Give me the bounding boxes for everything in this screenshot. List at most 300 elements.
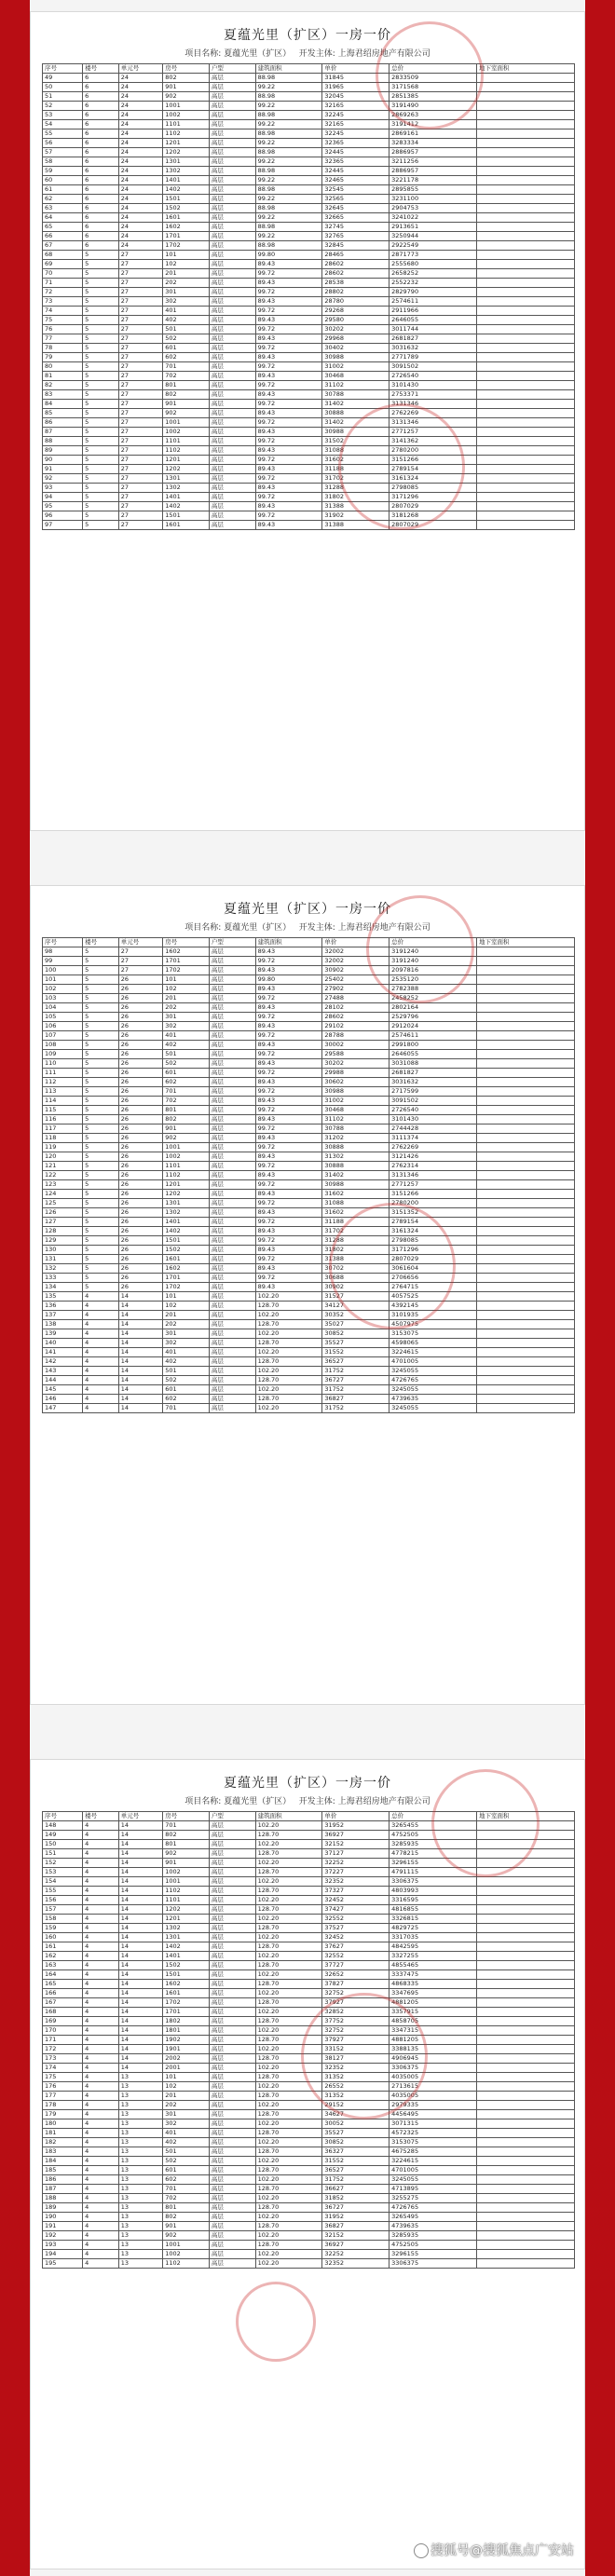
table-cell: 102.20 <box>255 2157 322 2166</box>
table-cell: 高层 <box>209 1998 255 2008</box>
table-cell: 32252 <box>322 1859 390 1868</box>
table-cell <box>477 1905 575 1915</box>
table-row <box>43 334 575 344</box>
table-cell: 502 <box>163 1376 210 1385</box>
table-cell: 37752 <box>322 2017 390 2026</box>
table-cell: 2911966 <box>390 307 477 316</box>
table-cell: 5 <box>83 1199 119 1208</box>
table-cell: 36627 <box>322 2185 390 2194</box>
table-cell: 30788 <box>322 390 390 400</box>
table-cell: 高层 <box>209 400 255 409</box>
table-cell: 3316595 <box>390 1896 477 1905</box>
table-cell: 5 <box>83 1022 119 1031</box>
table-cell: 1302 <box>163 167 210 176</box>
table-cell: 5 <box>83 446 119 456</box>
table-cell: 89.43 <box>255 1190 322 1199</box>
table-row <box>43 1385 575 1395</box>
table-cell: 27 <box>118 947 162 957</box>
table-cell: 92 <box>43 474 83 484</box>
table-cell: 14 <box>118 1849 162 1859</box>
table-cell: 99.72 <box>255 957 322 966</box>
table-cell <box>477 474 575 484</box>
table-cell: 5 <box>83 390 119 400</box>
table-cell: 高层 <box>209 1868 255 1877</box>
table-cell: 3141362 <box>390 437 477 446</box>
table-cell: 27 <box>118 307 162 316</box>
table-cell: 99.72 <box>255 288 322 297</box>
table-cell: 3101935 <box>390 1311 477 1320</box>
table-cell: 2574611 <box>390 1031 477 1041</box>
table-cell: 1101 <box>163 1162 210 1171</box>
table-row <box>43 83 575 92</box>
table-cell: 14 <box>118 1998 162 2008</box>
table-cell: 601 <box>163 1069 210 1078</box>
table-cell: 24 <box>118 139 162 148</box>
table-cell: 4 <box>83 1348 119 1357</box>
table-cell: 27 <box>118 456 162 465</box>
table-cell: 34127 <box>322 1302 390 1311</box>
table-cell: 高层 <box>209 957 255 966</box>
table-cell: 128.70 <box>255 1376 322 1385</box>
table-cell: 99.22 <box>255 213 322 223</box>
table-cell: 802 <box>163 1831 210 1840</box>
table-cell: 高层 <box>209 2036 255 2045</box>
table-cell: 4 <box>83 1302 119 1311</box>
column-header: 总价 <box>390 1812 477 1821</box>
table-cell: 102.20 <box>255 2194 322 2203</box>
table-cell: 4 <box>83 1887 119 1896</box>
column-header: 单价 <box>322 938 390 947</box>
table-cell: 85 <box>43 409 83 418</box>
table-cell: 24 <box>118 148 162 157</box>
table-cell: 3317035 <box>390 1933 477 1942</box>
table-cell: 128.70 <box>255 2241 322 2250</box>
table-cell: 1401 <box>163 1218 210 1227</box>
table-cell: 高层 <box>209 297 255 307</box>
table-cell: 5 <box>83 985 119 994</box>
page-subtitle: 项目名称: 夏蕴光里（扩区） 开发主体: 上海君绍房地产有限公司 <box>184 1797 430 1806</box>
table-cell: 高层 <box>209 2119 255 2129</box>
table-cell: 77 <box>43 334 83 344</box>
table-cell: 高层 <box>209 2185 255 2194</box>
table-row <box>43 1218 575 1227</box>
table-cell: 32002 <box>322 957 390 966</box>
table-cell: 182 <box>43 2138 83 2147</box>
table-cell: 181 <box>43 2129 83 2138</box>
table-cell: 4 <box>83 1292 119 1302</box>
table-cell: 4 <box>83 2194 119 2203</box>
table-cell: 36727 <box>322 2203 390 2213</box>
table-cell: 30688 <box>322 1274 390 1283</box>
table-cell: 高层 <box>209 2213 255 2222</box>
table-cell: 4739635 <box>390 1395 477 1404</box>
table-cell <box>477 493 575 502</box>
table-cell: 4726765 <box>390 1376 477 1385</box>
official-seal-stamp <box>236 2282 316 2362</box>
table-row <box>43 223 575 232</box>
table-cell: 1301 <box>163 1199 210 1208</box>
table-cell: 5 <box>83 353 119 362</box>
table-cell: 高层 <box>209 2064 255 2073</box>
table-cell: 76 <box>43 325 83 334</box>
table-cell <box>477 1218 575 1227</box>
table-cell: 高层 <box>209 1970 255 1980</box>
table-cell: 67 <box>43 241 83 251</box>
table-cell: 4 <box>83 2064 119 2073</box>
table-cell: 89.43 <box>255 446 322 456</box>
table-cell: 1202 <box>163 465 210 474</box>
table-cell: 2871773 <box>390 251 477 260</box>
table-cell: 113 <box>43 1087 83 1097</box>
table-cell <box>477 2203 575 2213</box>
table-cell <box>477 316 575 325</box>
table-cell: 5 <box>83 966 119 975</box>
column-header: 地下室面积 <box>477 1812 575 1821</box>
table-row <box>43 2250 575 2259</box>
table-cell: 2762314 <box>390 1162 477 1171</box>
table-cell: 1601 <box>163 1989 210 1998</box>
table-cell: 31552 <box>322 2157 390 2166</box>
table-cell: 55 <box>43 129 83 139</box>
table-row <box>43 1367 575 1376</box>
table-cell: 28602 <box>322 260 390 269</box>
table-cell: 2798085 <box>390 484 477 493</box>
table-cell: 高层 <box>209 129 255 139</box>
sohu-watermark: 搜狐号@搜狐焦点广安站 <box>414 2541 574 2559</box>
table-row <box>43 1227 575 1236</box>
table-cell: 302 <box>163 2119 210 2129</box>
table-cell <box>477 502 575 511</box>
table-cell: 189 <box>43 2203 83 2213</box>
table-cell: 34627 <box>322 2110 390 2119</box>
table-cell: 26 <box>118 1255 162 1264</box>
table-cell: 1002 <box>163 2250 210 2259</box>
table-cell: 124 <box>43 1190 83 1199</box>
table-cell: 118 <box>43 1134 83 1143</box>
table-cell: 1101 <box>163 437 210 446</box>
table-cell: 3224615 <box>390 1348 477 1357</box>
column-header: 单价 <box>322 64 390 74</box>
table-cell: 302 <box>163 1022 210 1031</box>
official-seal-stamp <box>301 1993 428 2119</box>
table-cell <box>477 1050 575 1059</box>
table-cell: 4 <box>83 1311 119 1320</box>
table-cell <box>477 1264 575 1274</box>
table-cell: 14 <box>118 1357 162 1367</box>
table-cell: 高层 <box>209 1348 255 1357</box>
table-cell: 102.20 <box>255 2259 322 2269</box>
table-cell: 3241022 <box>390 213 477 223</box>
column-header: 总价 <box>390 64 477 74</box>
table-cell: 29268 <box>322 307 390 316</box>
table-cell: 71 <box>43 279 83 288</box>
price-list-page-2 <box>30 885 585 1705</box>
table-cell: 高层 <box>209 2241 255 2250</box>
table-cell: 60 <box>43 176 83 185</box>
table-cell <box>477 400 575 409</box>
table-cell: 1102 <box>163 129 210 139</box>
table-cell: 2904753 <box>390 204 477 213</box>
table-row <box>43 1162 575 1171</box>
table-cell: 27488 <box>322 994 390 1003</box>
table-cell: 3337475 <box>390 1970 477 1980</box>
table-cell: 401 <box>163 1031 210 1041</box>
table-cell: 高层 <box>209 92 255 102</box>
table-cell: 4 <box>83 2073 119 2082</box>
table-cell: 171 <box>43 2036 83 2045</box>
table-cell: 5 <box>83 288 119 297</box>
table-cell: 1202 <box>163 1905 210 1915</box>
table-cell: 31802 <box>322 493 390 502</box>
table-cell: 80 <box>43 362 83 372</box>
table-cell: 99.22 <box>255 176 322 185</box>
table-row <box>43 2138 575 2147</box>
table-cell: 5 <box>83 1087 119 1097</box>
table-cell: 高层 <box>209 1924 255 1933</box>
table-cell: 高层 <box>209 1329 255 1339</box>
table-cell: 26 <box>118 1106 162 1115</box>
table-cell: 99.72 <box>255 269 322 279</box>
table-cell <box>477 1255 575 1264</box>
table-cell: 102.20 <box>255 2082 322 2092</box>
table-cell <box>477 2147 575 2157</box>
table-cell: 高层 <box>209 2017 255 2026</box>
table-cell: 99.72 <box>255 325 322 334</box>
table-cell: 99.72 <box>255 1124 322 1134</box>
table-cell: 13 <box>118 2185 162 2194</box>
table-cell: 128.70 <box>255 1339 322 1348</box>
table-cell: 4 <box>83 1339 119 1348</box>
table-cell: 高层 <box>209 2203 255 2213</box>
table-row <box>43 2157 575 2166</box>
table-cell: 高层 <box>209 334 255 344</box>
table-cell: 1502 <box>163 204 210 213</box>
table-row <box>43 241 575 251</box>
table-cell: 5 <box>83 1227 119 1236</box>
table-cell: 1502 <box>163 1961 210 1970</box>
table-cell: 高层 <box>209 1124 255 1134</box>
table-cell: 88.98 <box>255 241 322 251</box>
table-cell: 30788 <box>322 1124 390 1134</box>
table-cell: 5 <box>83 269 119 279</box>
table-cell: 13 <box>118 2231 162 2241</box>
table-cell: 14 <box>118 1980 162 1989</box>
table-cell: 14 <box>118 1831 162 1840</box>
table-row <box>43 1236 575 1246</box>
table-cell: 27 <box>118 493 162 502</box>
table-cell: 125 <box>43 1199 83 1208</box>
table-cell: 高层 <box>209 1274 255 1283</box>
table-cell <box>477 1180 575 1190</box>
table-cell <box>477 2259 575 2269</box>
table-cell: 802 <box>163 1115 210 1124</box>
table-cell: 6 <box>83 111 119 120</box>
table-row <box>43 1078 575 1087</box>
table-cell: 5 <box>83 1274 119 1283</box>
table-cell: 高层 <box>209 1961 255 1970</box>
table-cell: 104 <box>43 1003 83 1013</box>
table-cell: 高层 <box>209 2054 255 2064</box>
table-cell: 3347695 <box>390 1989 477 1998</box>
table-cell: 128.70 <box>255 1320 322 1329</box>
table-cell: 102.20 <box>255 1989 322 1998</box>
table-cell: 4 <box>83 2017 119 2026</box>
table-cell: 24 <box>118 102 162 111</box>
table-cell: 73 <box>43 297 83 307</box>
table-cell <box>477 994 575 1003</box>
table-cell: 4 <box>83 1320 119 1329</box>
table-cell: 32452 <box>322 1896 390 1905</box>
table-cell: 502 <box>163 2157 210 2166</box>
table-cell: 99.72 <box>255 1050 322 1059</box>
table-cell: 30352 <box>322 1311 390 1320</box>
table-cell: 5 <box>83 325 119 334</box>
table-cell: 5 <box>83 1115 119 1124</box>
table-cell: 4 <box>83 1821 119 1831</box>
table-cell: 128.70 <box>255 2147 322 2157</box>
table-cell: 170 <box>43 2026 83 2036</box>
table-cell: 201 <box>163 1311 210 1320</box>
table-cell <box>477 362 575 372</box>
table-cell: 1102 <box>163 1171 210 1180</box>
table-cell: 901 <box>163 2222 210 2231</box>
table-cell: 202 <box>163 1003 210 1013</box>
table-cell: 5 <box>83 1097 119 1106</box>
table-cell: 4 <box>83 2147 119 2157</box>
table-cell: 高层 <box>209 1041 255 1050</box>
table-cell: 1601 <box>163 521 210 530</box>
table-cell <box>477 1357 575 1367</box>
table-cell: 高层 <box>209 241 255 251</box>
table-cell: 高层 <box>209 1097 255 1106</box>
table-row <box>43 966 575 975</box>
table-cell <box>477 1106 575 1115</box>
table-cell: 高层 <box>209 1171 255 1180</box>
table-cell: 301 <box>163 1329 210 1339</box>
table-cell: 高层 <box>209 83 255 92</box>
table-cell: 4752505 <box>390 1831 477 1840</box>
table-cell: 302 <box>163 297 210 307</box>
table-cell: 高层 <box>209 1218 255 1227</box>
table-cell: 128.70 <box>255 2073 322 2082</box>
table-cell <box>477 1877 575 1887</box>
table-cell: 3153075 <box>390 1329 477 1339</box>
table-cell: 31202 <box>322 1134 390 1143</box>
table-cell <box>477 1980 575 1989</box>
table-row <box>43 465 575 474</box>
table-cell: 84 <box>43 400 83 409</box>
table-cell: 高层 <box>209 1311 255 1320</box>
table-cell: 32652 <box>322 1970 390 1980</box>
table-cell: 89.43 <box>255 1078 322 1087</box>
table-cell: 101 <box>43 975 83 985</box>
table-cell: 126 <box>43 1208 83 1218</box>
table-cell: 5 <box>83 511 119 521</box>
table-cell: 4 <box>83 2259 119 2269</box>
table-cell: 4 <box>83 1376 119 1385</box>
table-row <box>43 2213 575 2222</box>
table-cell: 2753371 <box>390 390 477 400</box>
table-cell: 高层 <box>209 2101 255 2110</box>
table-row <box>43 947 575 957</box>
table-cell: 27 <box>118 362 162 372</box>
table-cell: 3161324 <box>390 474 477 484</box>
table-cell: 高层 <box>209 446 255 456</box>
table-cell: 102.20 <box>255 1840 322 1849</box>
table-cell: 57 <box>43 148 83 157</box>
table-cell: 2646055 <box>390 1050 477 1059</box>
table-cell: 26 <box>118 1134 162 1143</box>
table-cell: 163 <box>43 1961 83 1970</box>
table-cell: 56 <box>43 139 83 148</box>
table-cell: 31402 <box>322 418 390 428</box>
table-cell <box>477 1339 575 1348</box>
page-title: 夏蕴光里（扩区）一房一价 <box>224 902 391 917</box>
table-cell: 138 <box>43 1320 83 1329</box>
table-cell: 高层 <box>209 1292 255 1302</box>
table-cell: 高层 <box>209 223 255 232</box>
table-cell: 14 <box>118 1376 162 1385</box>
table-row <box>43 390 575 400</box>
price-table <box>42 937 575 1413</box>
table-cell: 2555680 <box>390 260 477 269</box>
table-cell: 26 <box>118 1199 162 1208</box>
table-cell: 2706656 <box>390 1274 477 1283</box>
table-cell: 3245055 <box>390 2175 477 2185</box>
table-cell: 150 <box>43 1840 83 1849</box>
table-cell: 2780200 <box>390 446 477 456</box>
table-cell: 1302 <box>163 1924 210 1933</box>
table-row <box>43 279 575 288</box>
table-cell: 4 <box>83 1357 119 1367</box>
table-cell: 14 <box>118 1942 162 1952</box>
table-cell: 36927 <box>322 1831 390 1840</box>
table-cell: 102.20 <box>255 1348 322 1357</box>
table-cell: 2789154 <box>390 465 477 474</box>
table-row <box>43 381 575 390</box>
table-cell: 36827 <box>322 1395 390 1404</box>
table-cell: 135 <box>43 1292 83 1302</box>
table-cell: 高层 <box>209 2194 255 2203</box>
table-cell: 27 <box>118 316 162 325</box>
table-cell <box>477 1162 575 1171</box>
table-cell: 2771257 <box>390 428 477 437</box>
table-cell: 64 <box>43 213 83 223</box>
table-cell: 32245 <box>322 111 390 120</box>
table-cell <box>477 185 575 195</box>
table-cell: 1201 <box>163 456 210 465</box>
table-cell: 14 <box>118 1877 162 1887</box>
column-header: 建筑面积 <box>255 1812 322 1821</box>
table-cell: 1601 <box>163 1255 210 1264</box>
table-cell: 30402 <box>322 344 390 353</box>
table-cell: 5 <box>83 1078 119 1087</box>
table-cell: 102.20 <box>255 2138 322 2147</box>
table-cell: 99.72 <box>255 1013 322 1022</box>
table-cell <box>477 1097 575 1106</box>
table-cell: 3151266 <box>390 456 477 465</box>
table-cell <box>477 2092 575 2101</box>
table-cell: 高层 <box>209 1106 255 1115</box>
table-cell: 4 <box>83 2166 119 2175</box>
table-cell: 高层 <box>209 167 255 176</box>
table-row <box>43 456 575 465</box>
table-cell: 37527 <box>322 1924 390 1933</box>
table-cell: 1701 <box>163 957 210 966</box>
table-cell: 32752 <box>322 1989 390 1998</box>
table-cell: 5 <box>83 1143 119 1152</box>
column-header: 单价 <box>322 1812 390 1821</box>
